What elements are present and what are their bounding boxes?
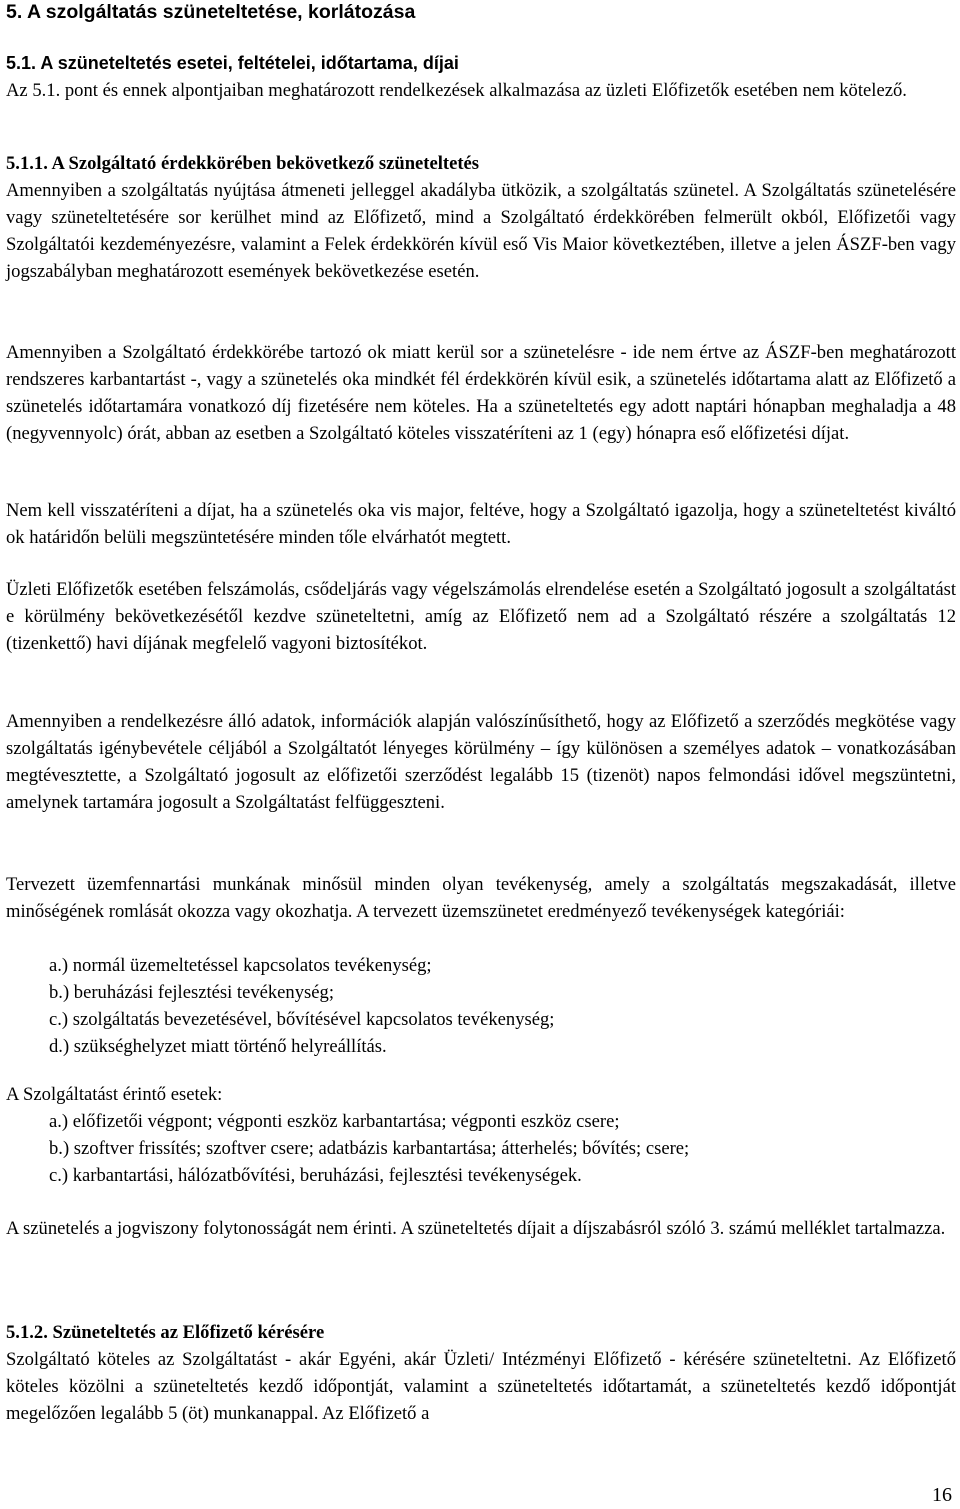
list-item: c.) karbantartási, hálózatbővítési, beruházási, fejlesztési tevékenységek. <box>49 1165 582 1186</box>
section-512-paragraph-1: Szolgáltató köteles az Szolgáltatást - akár Egyéni, akár Üzleti/ Intézményi Előfizető - kérésére szüneteltetni. Az Előfizető köteles közölni a szüneteltetés kezdő időpontját, valamint a szüneteltetés időtartamát, a szüneteltetés kezdő időpontját megelőzően legalább 5 (öt) munkanappal. Az Előfizető a <box>6 1349 956 1424</box>
list-item: a.) normál üzemeltetéssel kapcsolatos tevékenység; <box>49 955 432 976</box>
list-item: a.) előfizetői végpont; végponti eszköz karbantartása; végponti eszköz csere; <box>49 1111 620 1132</box>
list-item: b.) szoftver frissítés; szoftver csere; adatbázis karbantartása; átterhelés; bővítés; csere; <box>49 1138 690 1159</box>
list-item: d.) szükséghelyzet miatt történő helyreállítás. <box>49 1036 387 1057</box>
section-511-title: 5.1.1. A Szolgáltató érdekkörében bekövetkező szüneteltetés <box>6 153 480 174</box>
section-512-title: 5.1.2. Szüneteltetés az Előfizető kérésére <box>6 1322 325 1343</box>
section-511-paragraph-2: Amennyiben a Szolgáltató érdekkörébe tartozó ok miatt kerül sor a szünetelésre - ide nem értve az ÁSZF-ben meghatározott rendszeres karbantartást -, vagy a szünetelés oka mindkét fél érdekkörén kívül esik, a szünetelés időtartama alatt az Előfizető a szünetelés időtartamára vonatkozó díj fizetésére nem köteles. Ha a szüneteltetés egy adott naptári hónapban meghaladja a 48 (negyvennyolc) órát, abban az esetben a Szolgáltató köteles visszatéríteni az 1 (egy) hónapra eső előfizetési díjat. <box>6 342 956 444</box>
section-511-paragraph-6: Tervezett üzemfennartási munkának minősül minden olyan tevékenység, amely a szolgáltatás megszakadását, illetve minőségének romlását okozza vagy okozhatja. A tervezett üzemszünetet eredményező tevékenységek kategóriái: <box>6 874 956 922</box>
section-511-paragraph-1: Amennyiben a szolgáltatás nyújtása átmeneti jelleggel akadályba ütközik, a szolgáltatás szünetel. A Szolgáltatás szünetelésére vagy szüneteltetésére sor kerülhet mind az Előfizető, mind a Szolgáltató érdekkörében felmerült okból, Előfizetői vagy Szolgáltatói kezdeményezésre, valamint a Felek érdekkörén kívül eső Vis Maior következtében, illetve a jelen ÁSZF-ben vagy jogszabályban meghatározott események bekövetkezése esetén. <box>6 180 956 282</box>
page-number: 16 <box>932 1484 952 1506</box>
section-511-paragraph-3: Nem kell visszatéríteni a díjat, ha a szünetelés oka vis major, feltéve, hogy a Szolgáltató igazolja, hogy a szüneteltetést kiváltó ok határidőn belüli megszüntetésére minden tőle elvárhatót megtett. <box>6 500 956 548</box>
section-511-block <box>6 150 956 285</box>
section-511-paragraph-8: A szünetelés a jogviszony folytonosságát nem érinti. A szüneteltetés díjait a díjszabásról szóló 3. számú melléklet tartalmazza. <box>6 1218 946 1239</box>
intro-paragraph: Az 5.1. pont és ennek alpontjaiban meghatározott rendelkezések alkalmazása az üzleti Előfizetők esetében nem kötelező. <box>6 80 907 101</box>
section-511-paragraph-5: Amennyiben a rendelkezésre álló adatok, információk alapján valószínűsíthető, hogy az Előfizető a szerződés megkötése vagy szolgáltatás igénybevétele céljából a Szolgáltatót lényeges körülmény – így különösen a személyes adatok – vonatkozásában megtévesztette, a Szolgáltató jogosult az előfizetői szerződést legalább 15 (tizenöt) napos felmondási idővel megszüntetni, amelynek tartamára jogosult a Szolgáltatást felfüggeszteni. <box>6 711 956 813</box>
affected-cases-list <box>49 1108 949 1189</box>
maintenance-categories-list <box>49 952 949 1060</box>
list-item: b.) beruházási fejlesztési tevékenység; <box>49 982 334 1003</box>
section-heading: 5. A szolgáltatás szüneteltetése, korlátozása <box>6 1 416 23</box>
section-511-paragraph-4: Üzleti Előfizetők esetében felszámolás, csődeljárás vagy végelszámolás elrendelése esetén a Szolgáltató jogosult a szolgáltatást e körülmény bekövetkezésétől kezdve szüneteltetni, amíg az Előfizető nem ad a Szolgáltató részére a szolgáltatás 12 (tizenkettő) havi díjának megfelelő vagyoni biztosítékot. <box>6 579 956 654</box>
section-511-paragraph-7: A Szolgáltatást érintő esetek: <box>6 1084 223 1105</box>
subsection-heading: 5.1. A szüneteltetés esetei, feltételei, időtartama, díjai <box>6 53 459 73</box>
section-512-block <box>6 1319 956 1427</box>
list-item: c.) szolgáltatás bevezetésével, bővítésével kapcsolatos tevékenység; <box>49 1009 555 1030</box>
